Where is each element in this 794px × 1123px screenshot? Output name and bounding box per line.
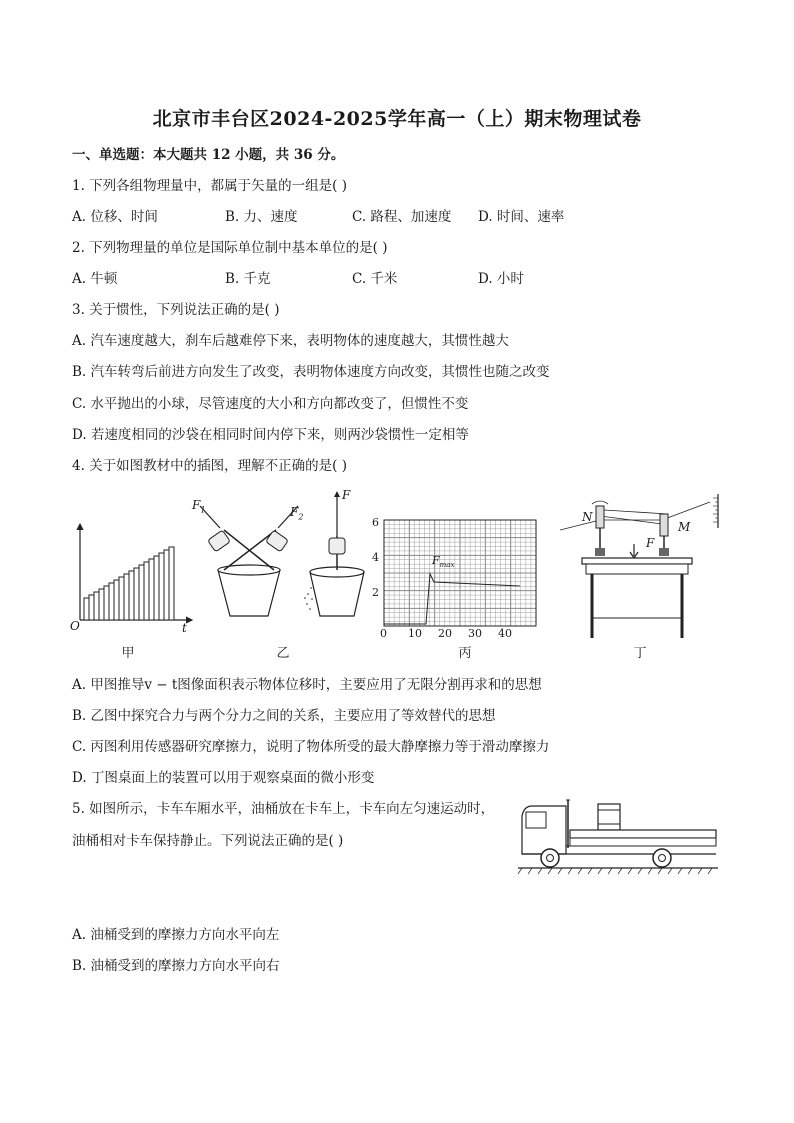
mirror-n-label: N — [582, 510, 593, 524]
q1-stem: 1. 下列各组物理量中，都属于矢量的一组是( ) — [72, 178, 347, 194]
figure-bing — [370, 510, 540, 640]
caption-yi: 乙 — [276, 646, 290, 661]
caption-jia: 甲 — [121, 646, 135, 661]
f-label: F — [342, 488, 351, 502]
q5-stem-line1: 5. 如图所示，卡车车厢水平，油桶放在卡车上，卡车向左匀速运动时， — [72, 801, 495, 817]
q1-option-a: A. 位移、时间 — [72, 209, 158, 225]
q5-stem-line2: 油桶相对卡车保持静止。下列说法正确的是( ) — [72, 833, 344, 849]
f1-label: $F_1$ — [192, 498, 206, 515]
q2-option-c: C. 千米 — [352, 271, 398, 287]
q2-stem: 2. 下列物理量的单位是国际单位制中基本单位的是( ) — [72, 240, 388, 256]
origin-label: O — [70, 619, 80, 633]
q2-option-b: B. 千克 — [225, 271, 271, 287]
q3-option-b: B. 汽车转弯后前进方向发生了改变，表明物体速度方向改变，其惯性也随之改变 — [72, 364, 550, 380]
mirror-m-label: M — [678, 520, 691, 534]
figure-truck — [516, 798, 721, 880]
q1-option-c: C. 路程、加速度 — [352, 209, 452, 225]
y-tick-2: 2 — [372, 586, 379, 599]
caption-ding: 丁 — [633, 646, 647, 661]
q4-option-b: B. 乙图中探究合力与两个分力之间的关系，主要应用了等效替代的思想 — [72, 708, 496, 724]
q5-option-a: A. 油桶受到的摩擦力方向水平向左 — [72, 927, 280, 943]
q3-option-a: A. 汽车速度越大，刹车后越难停下来，表明物体的速度越大，其惯性越大 — [72, 333, 509, 349]
q1-option-b: B. 力、速度 — [225, 209, 298, 225]
q3-option-d: D. 若速度相同的沙袋在相同时间内停下来，则两沙袋惯性一定相等 — [72, 427, 469, 443]
q4-option-a: A. 甲图推导v − t图像面积表示物体位移时，主要应用了无限分割再求和的思想 — [72, 677, 542, 693]
y-tick-6: 6 — [372, 516, 379, 529]
figure-yi — [190, 488, 370, 623]
figure-ding — [560, 490, 725, 640]
x-tick-10: 10 — [408, 627, 422, 640]
q4-stem: 4. 关于如图教材中的插图，理解不正确的是( ) — [72, 458, 347, 474]
q4-option-c: C. 丙图利用传感器研究摩擦力，说明了物体所受的最大静摩擦力等于滑动摩擦力 — [72, 739, 550, 755]
caption-bing: 丙 — [458, 646, 472, 661]
q3-option-c: C. 水平抛出的小球，尽管速度的大小和方向都改变了，但惯性不变 — [72, 396, 469, 412]
x-tick-0: 0 — [380, 627, 387, 640]
y-tick-4: 4 — [372, 551, 379, 564]
x-tick-40: 40 — [498, 627, 512, 640]
q3-stem: 3. 关于惯性，下列说法正确的是( ) — [72, 302, 280, 318]
force-f-label: F — [646, 536, 655, 550]
t-axis-label: t — [182, 621, 187, 635]
q2-option-d: D. 小时 — [478, 271, 524, 287]
q1-option-d: D. 时间、速率 — [478, 209, 565, 225]
q4-option-d: D. 丁图桌面上的装置可以用于观察桌面的微小形变 — [72, 770, 375, 786]
q2-option-a: A. 牛顿 — [72, 271, 118, 287]
page-title: 北京市丰台区2024-2025学年高一（上）期末物理试卷 — [152, 108, 642, 130]
figure-jia — [66, 520, 196, 635]
x-tick-20: 20 — [438, 627, 452, 640]
x-tick-30: 30 — [468, 627, 482, 640]
section-heading: 一、单选题：本大题共 12 小题，共 36 分。 — [72, 147, 345, 163]
f2-label: $F_2$ — [290, 505, 304, 522]
q5-option-b: B. 油桶受到的摩擦力方向水平向右 — [72, 958, 280, 974]
fmax-label: $F_{max}$ — [432, 554, 455, 570]
